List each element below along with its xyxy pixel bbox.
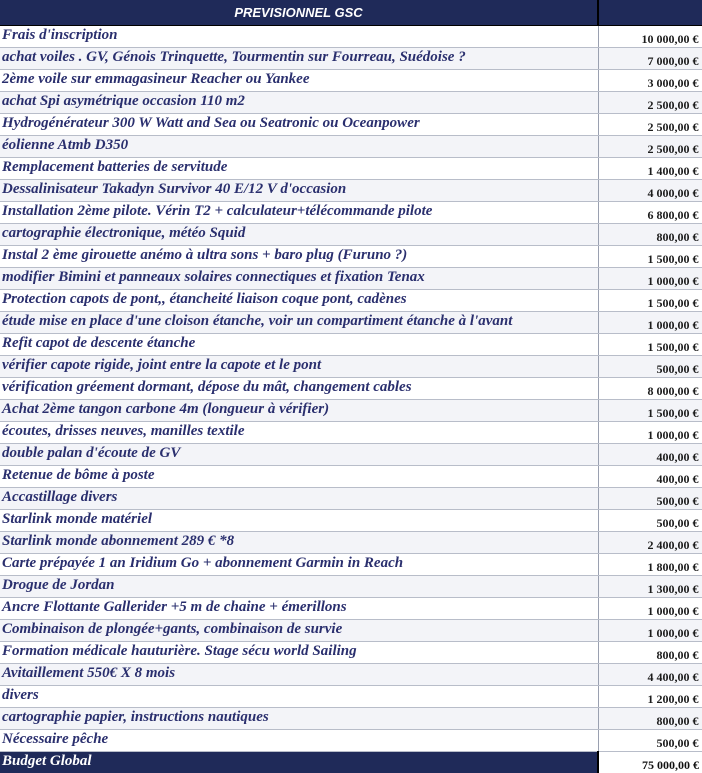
row-label: Hydrogénérateur 300 W Watt and Sea ou Seatronic ou Oceanpower bbox=[0, 114, 598, 136]
row-label: vérifier capote rigide, joint entre la capote et le pont bbox=[0, 356, 598, 378]
row-amount: 1 000,00 € bbox=[598, 422, 702, 444]
row-amount: 1 500,00 € bbox=[598, 246, 702, 268]
row-label: 2ème voile sur emmagasineur Reacher ou Yankee bbox=[0, 70, 598, 92]
row-label: modifier Bimini et panneaux solaires connectiques et fixation Tenax bbox=[0, 268, 598, 290]
row-label: Protection capots de pont,, étancheité liaison coque pont, cadènes bbox=[0, 290, 598, 312]
row-label: Instal 2 ème girouette anémo à ultra sons + baro plug (Furuno ?) bbox=[0, 246, 598, 268]
row-amount: 2 500,00 € bbox=[598, 92, 702, 114]
row-amount: 4 000,00 € bbox=[598, 180, 702, 202]
row-amount: 10 000,00 € bbox=[598, 26, 702, 48]
row-label: double palan d'écoute de GV bbox=[0, 444, 598, 466]
table-row bbox=[0, 620, 702, 642]
row-label: vérification gréement dormant, dépose du mât, changement cables bbox=[0, 378, 598, 400]
row-label: Drogue de Jordan bbox=[0, 576, 598, 598]
table-row bbox=[0, 202, 702, 224]
row-label: Refit capot de descente étanche bbox=[0, 334, 598, 356]
row-label: éolienne Atmb D350 bbox=[0, 136, 598, 158]
row-label: Combinaison de plongée+gants, combinaison de survie bbox=[0, 620, 598, 642]
row-amount: 2 500,00 € bbox=[598, 136, 702, 158]
row-amount: 1 500,00 € bbox=[598, 290, 702, 312]
row-label: Remplacement batteries de servitude bbox=[0, 158, 598, 180]
row-label: Ancre Flottante Gallerider +5 m de chaine + émerillons bbox=[0, 598, 598, 620]
table-row bbox=[0, 466, 702, 488]
table-title: PREVISIONNEL GSC bbox=[0, 0, 598, 26]
row-amount: 8 000,00 € bbox=[598, 378, 702, 400]
row-label: divers bbox=[0, 686, 598, 708]
table-row bbox=[0, 422, 702, 444]
row-amount: 1 300,00 € bbox=[598, 576, 702, 598]
row-amount: 1 000,00 € bbox=[598, 620, 702, 642]
table-row bbox=[0, 532, 702, 554]
table-row bbox=[0, 554, 702, 576]
row-label: cartographie électronique, météo Squid bbox=[0, 224, 598, 246]
row-amount: 1 800,00 € bbox=[598, 554, 702, 576]
row-amount: 1 000,00 € bbox=[598, 312, 702, 334]
row-amount: 4 400,00 € bbox=[598, 664, 702, 686]
row-label: Starlink monde matériel bbox=[0, 510, 598, 532]
row-label: Carte prépayée 1 an Iridium Go + abonnement Garmin in Reach bbox=[0, 554, 598, 576]
table-row bbox=[0, 92, 702, 114]
table-header bbox=[0, 0, 702, 26]
row-amount: 2 500,00 € bbox=[598, 114, 702, 136]
row-amount: 400,00 € bbox=[598, 466, 702, 488]
table-row bbox=[0, 378, 702, 400]
row-label: Nécessaire pêche bbox=[0, 730, 598, 752]
table-row bbox=[0, 510, 702, 532]
row-amount: 3 000,00 € bbox=[598, 70, 702, 92]
table-row bbox=[0, 48, 702, 70]
row-amount: 1 500,00 € bbox=[598, 334, 702, 356]
row-amount: 800,00 € bbox=[598, 642, 702, 664]
row-label: Frais d'inscription bbox=[0, 26, 598, 48]
table-row bbox=[0, 708, 702, 730]
row-label: Formation médicale hauturière. Stage sécu world Sailing bbox=[0, 642, 598, 664]
row-label: écoutes, drisses neuves, manilles textile bbox=[0, 422, 598, 444]
table-row bbox=[0, 290, 702, 312]
table-row bbox=[0, 26, 702, 48]
row-label: Dessalinisateur Takadyn Survivor 40 E/12 V d'occasion bbox=[0, 180, 598, 202]
total-label: Budget Global bbox=[0, 752, 598, 773]
row-amount: 2 400,00 € bbox=[598, 532, 702, 554]
row-amount: 1 000,00 € bbox=[598, 598, 702, 620]
table-row bbox=[0, 224, 702, 246]
table-row bbox=[0, 268, 702, 290]
row-amount: 7 000,00 € bbox=[598, 48, 702, 70]
row-amount: 800,00 € bbox=[598, 708, 702, 730]
row-amount: 6 800,00 € bbox=[598, 202, 702, 224]
table-body bbox=[0, 26, 702, 752]
table-row bbox=[0, 686, 702, 708]
row-label: Installation 2ème pilote. Vérin T2 + calculateur+télécommande pilote bbox=[0, 202, 598, 224]
table-row bbox=[0, 334, 702, 356]
row-amount: 500,00 € bbox=[598, 730, 702, 752]
table-row bbox=[0, 642, 702, 664]
row-amount: 500,00 € bbox=[598, 510, 702, 532]
row-label: étude mise en place d'une cloison étanche, voir un compartiment étanche à l'avant bbox=[0, 312, 598, 334]
row-label: Starlink monde abonnement 289 € *8 bbox=[0, 532, 598, 554]
row-amount: 1 000,00 € bbox=[598, 268, 702, 290]
table-row bbox=[0, 158, 702, 180]
table-row bbox=[0, 312, 702, 334]
table-row bbox=[0, 730, 702, 752]
row-amount: 800,00 € bbox=[598, 224, 702, 246]
row-label: achat Spi asymétrique occasion 110 m2 bbox=[0, 92, 598, 114]
row-amount: 1 400,00 € bbox=[598, 158, 702, 180]
row-amount: 1 200,00 € bbox=[598, 686, 702, 708]
table-row bbox=[0, 400, 702, 422]
row-label: Accastillage divers bbox=[0, 488, 598, 510]
table-row bbox=[0, 246, 702, 268]
row-label: achat voiles . GV, Génois Trinquette, Tourmentin sur Fourreau, Suédoise ? bbox=[0, 48, 598, 70]
table-row bbox=[0, 114, 702, 136]
row-label: Avitaillement 550€ X 8 mois bbox=[0, 664, 598, 686]
table-row bbox=[0, 598, 702, 620]
total-amount: 75 000,00 € bbox=[598, 752, 702, 773]
row-amount: 1 500,00 € bbox=[598, 400, 702, 422]
table-row bbox=[0, 70, 702, 92]
table-row bbox=[0, 356, 702, 378]
table-row bbox=[0, 576, 702, 598]
row-amount: 400,00 € bbox=[598, 444, 702, 466]
table-row bbox=[0, 664, 702, 686]
table-footer bbox=[0, 752, 702, 773]
table-row bbox=[0, 488, 702, 510]
table-row bbox=[0, 180, 702, 202]
table-row bbox=[0, 136, 702, 158]
row-amount: 500,00 € bbox=[598, 488, 702, 510]
table-row bbox=[0, 444, 702, 466]
row-label: Achat 2ème tangon carbone 4m (longueur à vérifier) bbox=[0, 400, 598, 422]
total-row bbox=[0, 752, 702, 773]
row-amount: 500,00 € bbox=[598, 356, 702, 378]
amount-column-header bbox=[598, 0, 702, 26]
row-label: cartographie papier, instructions nautiques bbox=[0, 708, 598, 730]
row-label: Retenue de bôme à poste bbox=[0, 466, 598, 488]
